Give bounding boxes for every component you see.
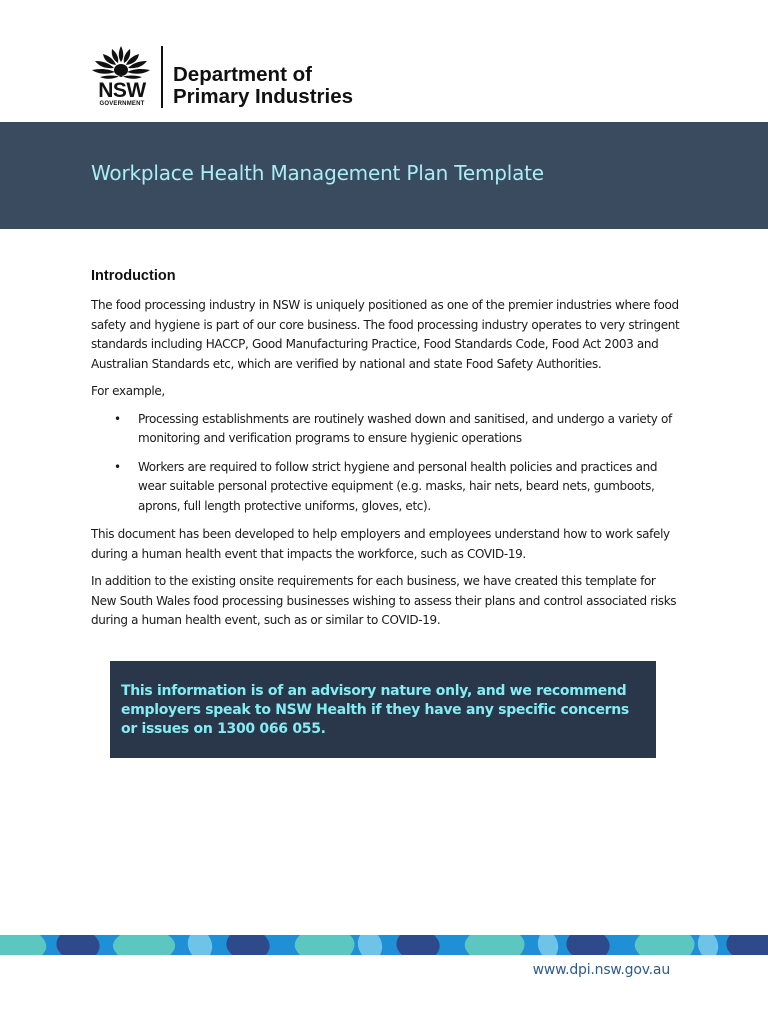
intro-paragraph-4: In addition to the existing onsite requirements for each business, we have created this template for New South Wales food processing businesses wishing to assess their plans and control associated risks during a human health event, such as or similar to COVID-19.	[91, 574, 677, 627]
footer-decorative-band	[0, 935, 768, 955]
footer-website-link[interactable]: www.dpi.nsw.gov.au	[532, 962, 670, 978]
intro-paragraph-1: The food processing industry in NSW is uniquely positioned as one of the premier industries where food safety and hygiene is part of our core business. The food processing industry operates to very stringent standards including HACCP, Good Manufacturing Practice, Food Standards Code, Food Act 2003 and Australian Standards etc, which are verified by national and state Food Safety Authorities.	[91, 298, 680, 371]
document-title: Workplace Health Management Plan Template	[91, 161, 544, 185]
footer-pattern	[0, 935, 768, 955]
bullet-icon: •	[114, 459, 121, 474]
logo-divider	[161, 46, 163, 108]
list-item-text: Workers are required to follow strict hygiene and personal health policies and practices and wear suitable personal protective equipment (e.g. masks, hair nets, beard nets, gumboots, aprons, full length protective uniforms, gloves, etc).	[138, 459, 658, 513]
list-item-text: Processing establishments are routinely washed down and sanitised, and undergo a variety of monitoring and verification programs to ensure hygienic operations	[138, 411, 672, 445]
advisory-box	[110, 661, 656, 758]
logo-nsw-text: NSW	[98, 79, 146, 102]
title-band	[0, 122, 768, 229]
advisory-text: This information is of an advisory nature only, and we recommend employers speak to NSW Health if they have any specific concerns or issues on 1300 066 055.	[121, 683, 629, 737]
department-line-1: Department of	[173, 63, 312, 86]
department-name	[173, 64, 353, 108]
bullet-icon: •	[114, 411, 121, 426]
document-body	[91, 266, 681, 639]
department-line-2: Primary Industries	[173, 85, 354, 108]
section-heading-introduction: Introduction	[91, 268, 176, 284]
intro-paragraph-3: This document has been developed to help employers and employees understand how to work safely during a human health event that impacts the workforce, such as COVID-19.	[91, 527, 670, 561]
list-item	[114, 410, 681, 449]
example-list	[91, 410, 681, 517]
list-item	[114, 458, 681, 517]
logo-government-text: GOVERNMENT	[99, 101, 145, 107]
intro-paragraph-2: For example,	[91, 384, 165, 398]
